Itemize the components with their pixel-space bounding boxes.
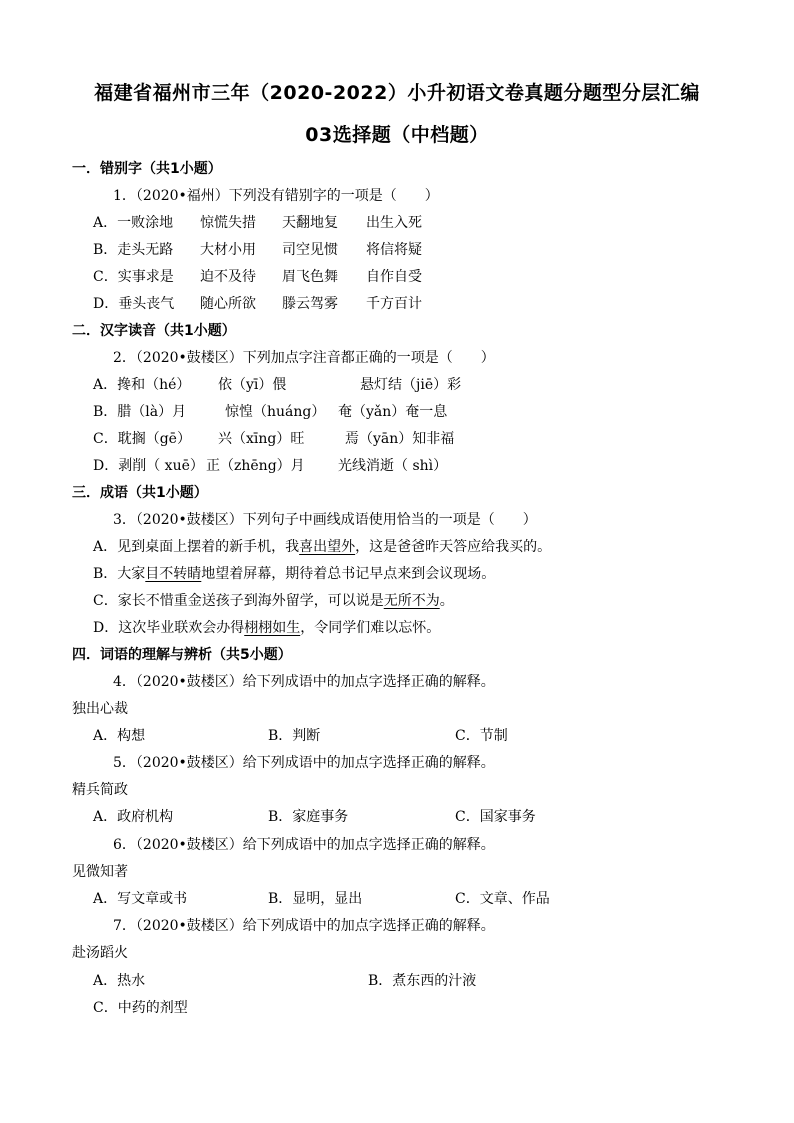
option-text: 悬灯结（jiē）彩 [360,377,462,393]
option-text: A．写文章或书 [93,891,188,907]
option-text: C．实事求是 [93,269,174,285]
option-text: 惊惶（huáng） [225,404,326,420]
option-text: B．判断 [268,728,321,744]
q5-idiom: 精兵简政 [72,782,128,798]
q7-idiom: 赴汤蹈火 [72,945,128,961]
option-text: B．煮东西的汁液 [368,973,477,989]
option-text: B．腊（là）月 [93,404,187,420]
option-text: ，这是爸爸昨天答应给我买的。 [355,539,552,555]
option-text: 地望着屏幕，期待着总书记早点来到会议现场。 [201,566,496,582]
option-text: C．中药的剂型 [93,1000,188,1016]
option-text: A．见到桌面上摆着的新手机，我 [93,539,300,555]
question-4: 4．（2020•鼓楼区）给下列成语中的加点字选择正确的解释。 [113,674,495,690]
underlined-idiom: 栩栩如生 [244,620,301,636]
option-text: D．垂头丧气 [93,296,175,312]
underlined-idiom: 目不转睛 [145,566,202,582]
option-text: 焉（yān）知非福 [345,431,455,447]
section-heading-typos: 一．错别字（共1小题） [72,161,222,177]
option-text: C．国家事务 [455,809,536,825]
q6-idiom: 见微知著 [72,864,128,880]
option-text: B．家庭事务 [268,809,349,825]
option-text: 惊慌失措 [200,215,256,231]
option-text: 滕云驾雾 [282,296,338,312]
option-text: A．热水 [93,973,146,989]
section-heading-pronunciation: 二．汉字读音（共1小题） [72,323,236,339]
option-text: 自作自受 [366,269,422,285]
option-text: 兴（xīng）旺 [218,431,305,447]
option-text: A．一败涂地 [93,215,174,231]
option-text: 将信将疑 [366,242,422,258]
option-text: A．搀和（hé） [93,377,191,393]
option-text: A．构想 [93,728,146,744]
q4-idiom: 独出心裁 [72,701,128,717]
option-text: C．文章、作品 [455,891,550,907]
underlined-idiom: 喜出望外 [299,539,356,555]
option-text: B．走头无路 [93,242,174,258]
option-text: C．节制 [455,728,508,744]
question-5: 5．（2020•鼓楼区）给下列成语中的加点字选择正确的解释。 [113,755,495,771]
option-text: 依（yī）偎 [218,377,287,393]
option-text: 天翻地复 [282,215,338,231]
option-text: 千方百计 [366,296,422,312]
option-text: B．大家 [93,566,146,582]
option-text: 迫不及待 [200,269,256,285]
q3-option-a [93,538,551,556]
option-text: 。 [439,593,454,609]
option-text: 司空见惯 [282,242,338,258]
option-text: 正（zhēng）月 [206,458,305,474]
option-text: 眉飞色舞 [282,269,338,285]
section-heading-word-meaning: 四．词语的理解与辨析（共5小题） [72,647,292,663]
doc-title-line2: 03选择题（中档题） [305,124,489,146]
q3-option-d [93,619,440,637]
option-text: 随心所欲 [200,296,256,312]
option-text: D．这次毕业联欢会办得 [93,620,245,636]
option-text: ，令同学们难以忘怀。 [300,620,441,636]
section-heading-idioms: 三．成语（共1小题） [72,485,208,501]
option-text: B．显明，显出 [268,891,363,907]
option-text: 光线消逝（ shì） [338,458,448,474]
option-text: A．政府机构 [93,809,174,825]
option-text: D．剥削（ xuē） [93,458,204,474]
option-text: 奄（yǎn）奄一息 [338,404,448,420]
question-1: 1．（2020•福州）下列没有错别字的一项是（ ） [113,188,439,204]
underlined-idiom: 无所不为 [383,593,440,609]
question-2: 2．（2020•鼓楼区）下列加点字注音都正确的一项是（ ） [113,350,495,366]
question-7: 7．（2020•鼓楼区）给下列成语中的加点字选择正确的解释。 [113,918,495,934]
option-text: 大材小用 [200,242,256,258]
doc-title-line1: 福建省福州市三年（2020-2022）小升初语文卷真题分题型分层汇编 [94,82,700,104]
option-text: C．家长不惜重金送孩子到海外留学，可以说是 [93,593,384,609]
option-text: C．耽搁（gē） [93,431,191,447]
question-6: 6．（2020•鼓楼区）给下列成语中的加点字选择正确的解释。 [113,837,495,853]
question-3: 3．（2020•鼓楼区）下列句子中画线成语使用恰当的一项是（ ） [113,512,537,528]
option-text: 出生入死 [366,215,422,231]
q3-option-c [93,592,454,610]
q3-option-b [93,565,495,583]
